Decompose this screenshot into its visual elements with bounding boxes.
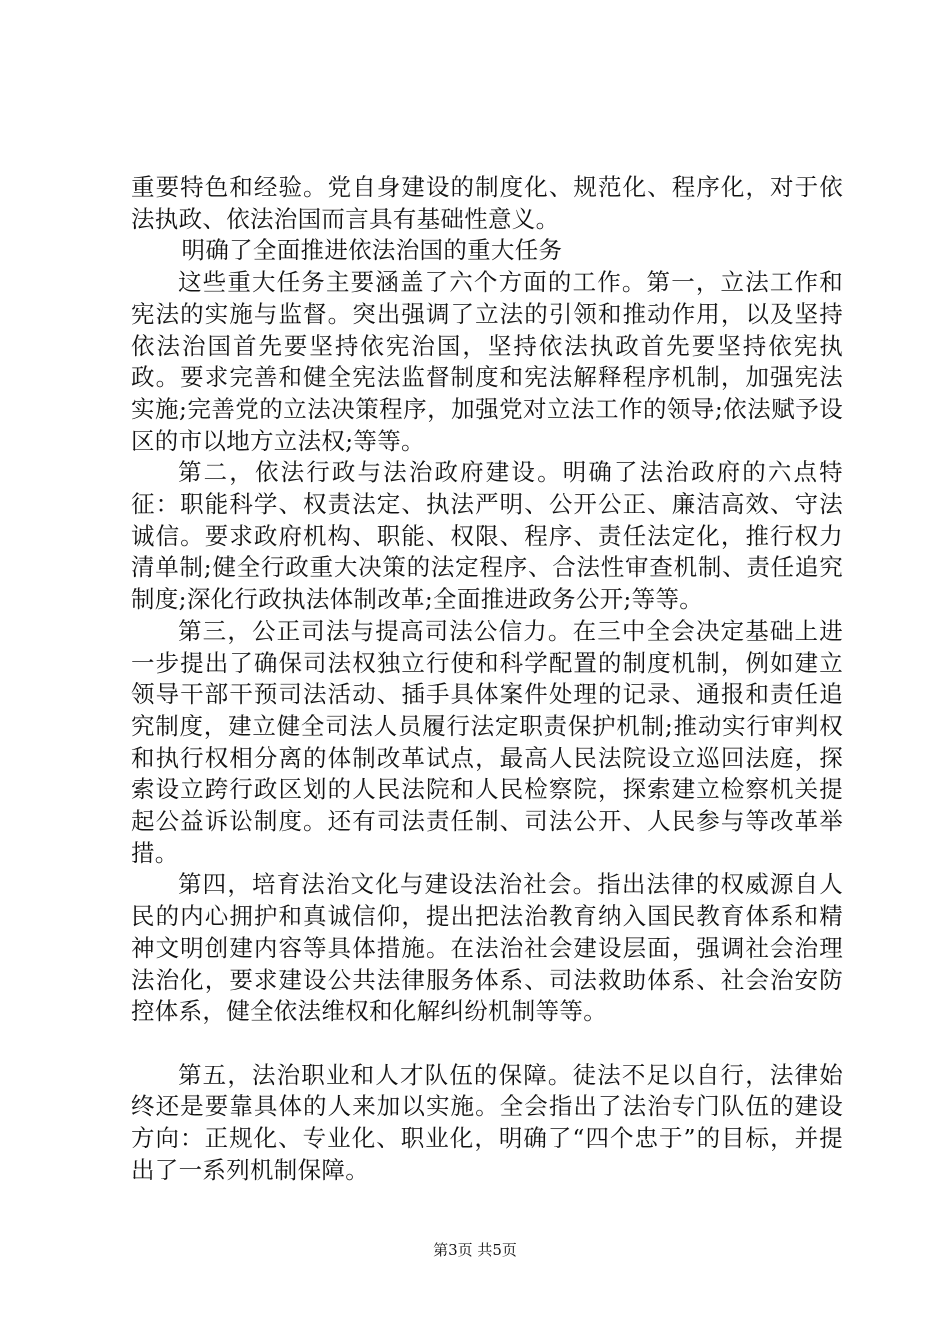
section-heading: 明确了全面推进依法治国的重大任务 xyxy=(181,236,563,265)
paragraph-third-task: 第三，公正司法与提高司法公信力。在三中全会决定基础上进一步提出了确保司法权独立行使和科学配置的制度机制，例如建立领导干部干预司法活动、插手具体案件处理的记录、通报和责任追究制度，建立健全司法人员履行法定职责保护机制;推动实行审判权和执行权相分离的体制改革试点，最高人民法院设立巡回法庭，探索设立跨行政区划的人民法院和人民检察院，探索建立检察机关提起公益诉讼制度。还有司法责任制、司法公开、人民参与等改革举措。 xyxy=(131,616,843,867)
paragraph-tasks-overview: 这些重大任务主要涵盖了六个方面的工作。第一，立法工作和宪法的实施与监督。突出强调了立法的引领和推动作用，以及坚持依法治国首先要坚持依宪治国，坚持依法执政首先要坚持依宪执政。要求完善和健全宪法监督制度和宪法解释程序机制，加强宪法实施;完善党的立法决策程序，加强党对立法工作的领导;依法赋予设区的市以地方立法权;等等。 xyxy=(131,268,843,455)
paragraph-fourth-task: 第四，培育法治文化与建设法治社会。指出法律的权威源自人民的内心拥护和真诚信仰，提出把法治教育纳入国民教育体系和精神文明创建内容等具体措施。在法治社会建设层面，强调社会治理法治化，要求建设公共法律服务体系、司法救助体系、社会治安防控体系，健全依法维权和化解纠纷机制等等。 xyxy=(131,870,843,1026)
paragraph-fifth-task: 第五，法治职业和人才队伍的保障。徒法不足以自行，法律始终还是要靠具体的人来加以实施。全会指出了法治专门队伍的建设方向：正规化、专业化、职业化，明确了“四个忠于”的目标，并提出了一系列机制保障。 xyxy=(131,1060,843,1184)
document-body xyxy=(131,172,843,1186)
paragraph-second-task: 第二，依法行政与法治政府建设。明确了法治政府的六点特征：职能科学、权责法定、执法严明、公开公正、廉洁高效、守法诚信。要求政府机构、职能、权限、程序、责任法定化，推行权力清单制;健全行政重大决策的法定程序、合法性审查机制、责任追究制度;深化行政执法体制改革;全面推进政务公开;等等。 xyxy=(131,458,843,614)
page-footer: 第3页 共5页 xyxy=(433,1241,517,1259)
paragraph-continuation: 重要特色和经验。党自身建设的制度化、规范化、程序化，对于依法执政、依法治国而言具有基础性意义。 xyxy=(131,173,843,233)
